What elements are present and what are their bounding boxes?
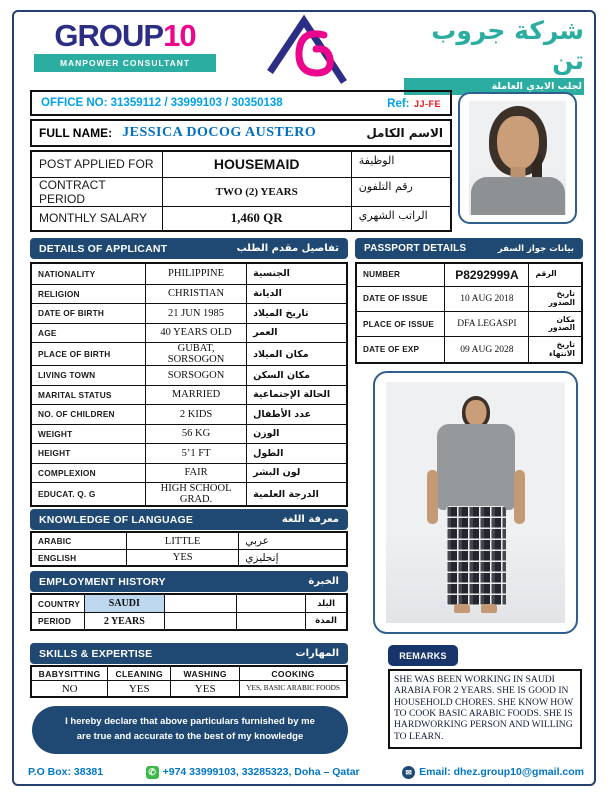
table-row: [32, 264, 346, 284]
complexion-value: FAIR: [145, 464, 247, 483]
period-empty-cell: [236, 613, 305, 629]
date-of-birth-value: 21 JUN 1985: [145, 304, 247, 323]
period-value: 2 YEARS: [84, 613, 164, 629]
logo-tagline-badge: MANPOWER CONSULTANT: [34, 54, 216, 72]
table-row: [357, 286, 581, 311]
contract-period-value: TWO (2) YEARS: [162, 178, 352, 206]
passport-number-value: P8292999A: [444, 264, 529, 286]
table-row: [32, 385, 346, 405]
age-value: 40 YEARS OLD: [145, 324, 247, 343]
company-emblem-icon: [258, 14, 358, 88]
post-applied-arabic: الوظيفة: [358, 154, 395, 167]
cooking-header: COOKING: [239, 667, 346, 680]
office-number-bar: [30, 90, 452, 116]
skills-table: [30, 665, 348, 698]
place-of-birth-value: GUBAT, SORSOGON: [145, 343, 247, 365]
date-of-issue-arabic: تاريخ الصدور: [548, 289, 575, 307]
period-empty-cell: [164, 613, 236, 629]
table-row: [357, 336, 581, 361]
religion-arabic: الديانة: [253, 288, 282, 300]
nationality-value: PHILIPPINE: [145, 264, 247, 284]
country-arabic: البلد: [305, 595, 346, 612]
religion-value: CHRISTIAN: [145, 285, 247, 304]
remarks-header: [388, 645, 458, 666]
remarks-text: SHE WAS BEEN WORKING IN SAUDI ARABIA FOR 2 YEARS. SHE IS GOOD IN HOUSEHOLD CHORES. SHE KNOW HOW TO COOK BASIC ARABIC FOODS. SHE IS HARDWORKING PERSON AND WILLING TO LEARN.: [394, 674, 573, 742]
date-of-issue-value: 10 AUG 2018: [444, 287, 529, 311]
full-name-value: JESSICA DOCOG AUSTERO: [122, 125, 317, 140]
age-label: AGE: [38, 327, 57, 338]
english-language-arabic: إنجليزي: [245, 551, 279, 564]
arabic-brand-block: [404, 16, 584, 95]
complexion-arabic: لون البشر: [253, 467, 301, 479]
fullbody-arm-left: [427, 470, 438, 524]
period-arabic: المدة: [305, 613, 346, 629]
marital-status-arabic: الحالة الإجتماعية: [253, 389, 331, 401]
place-of-birth-arabic: مكان الميلاد: [253, 348, 309, 360]
passport-number-arabic: الرقم: [535, 269, 557, 279]
section-title-arabic: المهارات: [295, 648, 339, 659]
office-numbers: OFFICE NO: 31359112 / 33999103 / 30350138: [41, 97, 283, 109]
fullbody-face: [465, 400, 486, 426]
section-title-arabic: الخبرة: [308, 576, 339, 587]
nationality-label: NATIONALITY: [38, 268, 96, 279]
fullbody-image: [386, 382, 565, 623]
section-title: SKILLS & EXPERTISE: [39, 647, 153, 660]
date-of-exp-value: 09 AUG 2028: [444, 337, 529, 361]
country-value: SAUDI: [84, 595, 164, 612]
place-of-issue-label: PLACE OF ISSUE: [363, 319, 435, 329]
email-icon: ✉: [402, 766, 415, 779]
ref-value: JJ-FE: [413, 99, 441, 109]
full-name-arabic: الاسم الكامل: [366, 126, 443, 140]
ref-label: Ref:: [387, 98, 410, 110]
table-row: [357, 311, 581, 336]
full-name-row: [30, 119, 452, 147]
job-details-table: [30, 150, 452, 232]
english-language-label: ENGLISH: [38, 552, 77, 563]
children-label: NO. OF CHILDREN: [38, 409, 115, 420]
date-of-issue-label: DATE OF ISSUE: [363, 294, 428, 304]
remarks-title: REMARKS: [399, 650, 447, 661]
cooking-value: YES, BASIC ARABIC FOODS: [239, 681, 346, 696]
place-of-birth-label: PLACE OF BIRTH: [38, 349, 111, 359]
monthly-salary-arabic: الراتب الشهري: [358, 208, 428, 222]
education-label: EDUCAT. Q. G: [38, 489, 96, 499]
table-row: [32, 404, 346, 424]
nationality-arabic: الجنسية: [253, 268, 290, 280]
country-label: COUNTRY: [38, 598, 81, 609]
table-row: [357, 264, 581, 286]
height-label: HEIGHT: [38, 448, 71, 459]
place-of-issue-value: DFA LEGASPI: [444, 312, 529, 336]
table-row: [32, 549, 346, 565]
table-row: [32, 463, 346, 483]
country-empty-cell: [164, 595, 236, 612]
table-row: [32, 595, 346, 612]
fullbody-plaid-pants: [446, 506, 506, 606]
passport-number-label: NUMBER: [363, 270, 401, 280]
table-row: [32, 533, 346, 549]
babysitting-header: BABYSITTING: [38, 668, 101, 679]
section-title: PASSPORT DETAILS: [364, 243, 467, 254]
living-town-arabic: مكان السكن: [253, 369, 311, 381]
headshot-shirt: [471, 177, 565, 215]
section-title-arabic: معرفة اللغة: [281, 514, 339, 525]
section-header-employment: [30, 571, 348, 592]
arabic-language-label: ARABIC: [38, 536, 72, 546]
pobox-text: P.O Box: 38381: [28, 766, 104, 778]
arabic-language-arabic: عربي: [245, 535, 269, 547]
table-row: [32, 482, 346, 505]
section-title: KNOWLEDGE OF LANGUAGE: [39, 513, 194, 526]
fullbody-foot-right: [481, 604, 497, 613]
washing-header: WASHING: [170, 667, 239, 680]
headshot-image: [469, 101, 566, 215]
children-arabic: عدد الأطفال: [253, 408, 312, 420]
arabic-company-name: شركة جروب تن: [431, 16, 584, 75]
table-row: [32, 612, 346, 629]
section-title: EMPLOYMENT HISTORY: [39, 575, 166, 588]
cleaning-value: YES: [107, 681, 170, 696]
height-arabic: الطول: [253, 447, 284, 459]
table-row: [32, 323, 346, 343]
section-header-language: [30, 509, 348, 530]
weight-arabic: الوزن: [253, 428, 280, 440]
arabic-tagline-badge: لجلب الايدي العاملة: [404, 78, 584, 95]
applicant-details-table: [30, 262, 348, 507]
country-empty-cell: [236, 595, 305, 612]
washing-value: YES: [170, 681, 239, 696]
cleaning-header: CLEANING: [107, 667, 170, 680]
whatsapp-icon: ✆: [146, 766, 159, 779]
weight-label: WEIGHT: [38, 428, 73, 439]
marital-status-label: MARITAL STATUS: [38, 389, 112, 400]
declaration-pill: [32, 706, 348, 754]
section-header-skills: [30, 643, 348, 664]
remarks-box: [388, 669, 582, 749]
email-text: Email: dhez.group10@gmail.com: [419, 766, 584, 778]
logo-text-group: GROUP: [54, 18, 164, 53]
english-language-value: YES: [126, 550, 239, 565]
language-table: [30, 531, 348, 567]
table-row: [32, 424, 346, 444]
date-of-birth-label: DATE OF BIRTH: [38, 308, 105, 319]
monthly-salary-value: 1,460 QR: [162, 207, 352, 231]
age-arabic: العمر: [253, 327, 278, 339]
date-of-exp-arabic: تاريخ الانتهاء: [549, 340, 575, 358]
babysitting-value: NO: [61, 682, 78, 695]
employment-history-table: [30, 593, 348, 631]
weight-value: 56 KG: [145, 425, 247, 444]
post-applied-value: HOUSEMAID: [162, 152, 352, 177]
arabic-language-value: LITTLE: [126, 533, 239, 549]
place-of-issue-arabic: مكان الصدور: [548, 314, 575, 333]
education-value: HIGH SCHOOL GRAD.: [145, 483, 247, 505]
table-header-row: [32, 667, 346, 680]
section-header-passport: [355, 238, 583, 259]
table-row: [32, 443, 346, 463]
living-town-label: LIVING TOWN: [38, 370, 96, 381]
footer: [28, 761, 584, 783]
section-header-applicant: [30, 238, 348, 259]
monthly-salary-label: MONTHLY SALARY: [39, 211, 148, 226]
table-row: [32, 680, 346, 696]
declaration-text: I hereby declare that above particulars furnished by me are true and accurate to the best of my knowledge: [65, 716, 315, 742]
living-town-value: SORSOGON: [145, 366, 247, 385]
date-of-exp-label: DATE OF EXP: [363, 345, 420, 355]
full-name-label: FULL NAME:: [39, 126, 113, 140]
table-row: [32, 342, 346, 365]
headshot-photo: [458, 92, 577, 224]
logo-wordmark: [34, 20, 216, 51]
section-title-arabic: تفاصيل مقدم الطلب: [236, 243, 339, 254]
table-row: [32, 152, 450, 177]
fullbody-foot-left: [454, 604, 470, 613]
marital-status-value: MARRIED: [145, 386, 247, 405]
group10-logo: [34, 20, 216, 72]
post-applied-label: POST APPLIED FOR: [39, 157, 154, 172]
children-value: 2 KIDS: [145, 405, 247, 424]
section-title-arabic: بيانات جواز السفر: [497, 243, 574, 254]
religion-label: RELIGION: [38, 288, 80, 299]
headshot-face: [497, 116, 539, 170]
period-label: PERIOD: [38, 616, 72, 626]
contract-period-arabic: رقم التلفون: [358, 179, 413, 193]
education-arabic: الدرجة العلمية: [253, 488, 319, 500]
table-row: [32, 206, 450, 231]
passport-details-table: [355, 262, 583, 364]
date-of-birth-arabic: تاريخ الميلاد: [253, 307, 309, 319]
fullbody-arm-right: [514, 470, 525, 524]
table-row: [32, 365, 346, 385]
contract-period-label: CONTRACT PERIOD: [39, 177, 106, 206]
section-title: DETAILS OF APPLICANT: [39, 242, 168, 255]
table-row: [32, 177, 450, 206]
phone-text: +974 33999103, 33285323, Doha – Qatar: [162, 766, 360, 778]
fullbody-photo: [373, 371, 578, 634]
fullbody-shirt: [437, 424, 515, 510]
table-row: [32, 284, 346, 304]
logo-text-10: 10: [163, 18, 196, 53]
height-value: 5’1 FT: [145, 444, 247, 463]
complexion-label: COMPLEXION: [38, 467, 96, 478]
table-row: [32, 303, 346, 323]
